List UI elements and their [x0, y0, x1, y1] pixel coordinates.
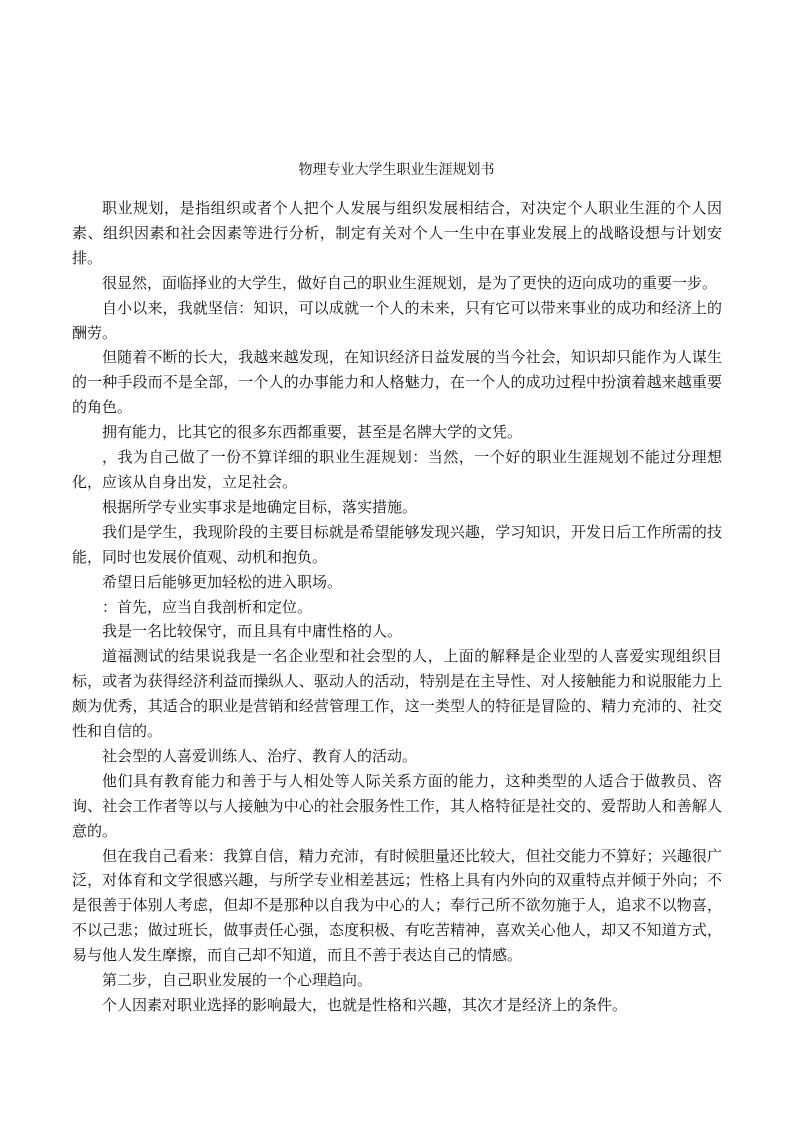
paragraph-8: 我们是学生，我现阶段的主要目标就是希望能够发现兴趣，学习知识，开发日后工作所需的技能，同时也发展价值观、动机和抱负。	[72, 522, 722, 566]
paragraph-14: 他们具有教育能力和善于与人相处等人际关系方面的能力，这种类型的人适合于做教员、咨询、社会工作者等以与人接触为中心的社会服务性工作，其人格特征是社交的、爱帮助人和善解人意的。	[72, 771, 722, 840]
paragraph-16: 第二步，自己职业发展的一个心理趋向。	[102, 971, 373, 990]
paragraph-2: 很显然，面临择业的大学生，做好自己的职业生涯规划，是为了更快的迈向成功的重要一步。	[102, 273, 718, 292]
paragraph-17: 个人因素对职业选择的影响最大，也就是性格和兴趣，其次才是经济上的条件。	[102, 996, 628, 1014]
paragraph-12: 道福测试的结果说我是一名企业型和社会型的人，上面的解释是企业型的人喜爱实现组织目标，或者为获得经济利益而操纵人、驱动人的活动，特别是在主导性、对人接触能力和说服能力上颇为优秀，其适合的职业是营销和经营管理工作，这一类型人的特征是冒险的、精力充沛的、社交性和自信的。	[72, 647, 722, 741]
paragraph-15: 但在我自己看来：我算自信，精力充沛，有时候胆量还比较大，但社交能力不算好；兴趣很广泛，对体育和文学很感兴趣，与所学专业相差甚远；性格上具有内外向的双重特点并倾于外向；不是很善于体别人考虑，但却不是那种以自我为中心的人；奉行己所不欲勿施于人，追求不以物喜，不以己悲；做过班长，做事责任心强，态度积极、有吃苦精神，喜欢关心他人，却又不知道方式，易与他人发生摩擦，而自己却不知道，而且不善于表达自己的情感。	[72, 846, 722, 965]
paragraph-6: ，我为自己做了一份不算详细的职业生涯规划：当然，一个好的职业生涯规划不能过分理想化，应该从自身出发，立足社会。	[72, 448, 722, 491]
paragraph-10: ：首先，应当自我剖析和定位。	[102, 597, 313, 616]
paragraph-1: 职业规划，是指组织或者个人把个人发展与组织发展相结合，对决定个人职业生涯的个人因素、组织因素和社会因素等进行分析，制定有关对个人一生中在事业发展上的战略设想与计划安排。	[72, 199, 722, 267]
paragraph-13: 社会型的人喜爱训练人、治疗、教育人的活动。	[102, 746, 418, 765]
paragraph-7: 根据所学专业实事求是地确定目标，落实措施。	[102, 497, 418, 516]
document-body	[72, 196, 722, 1018]
paragraph-3: 自小以来，我就坚信：知识，可以成就一个人的未来，只有它可以带来事业的成功和经济上的酬劳。	[72, 298, 722, 342]
paragraph-11: 我是一名比较保守，而且具有中庸性格的人。	[102, 622, 403, 641]
paragraph-4: 但随着不断的长大，我越来越发现，在知识经济日益发展的当今社会，知识却只能作为人谋生的一种手段而不是全部，一个人的办事能力和人格魅力，在一个人的成功过程中扮演着越来越重要的角色。	[72, 348, 722, 417]
document-title: 物理专业大学生职业生涯规划书	[298, 162, 495, 178]
paragraph-9: 希望日后能够更加轻松的进入职场。	[102, 572, 343, 591]
paragraph-5: 拥有能力，比其它的很多东西都重要，甚至是名牌大学的文凭。	[102, 423, 523, 442]
